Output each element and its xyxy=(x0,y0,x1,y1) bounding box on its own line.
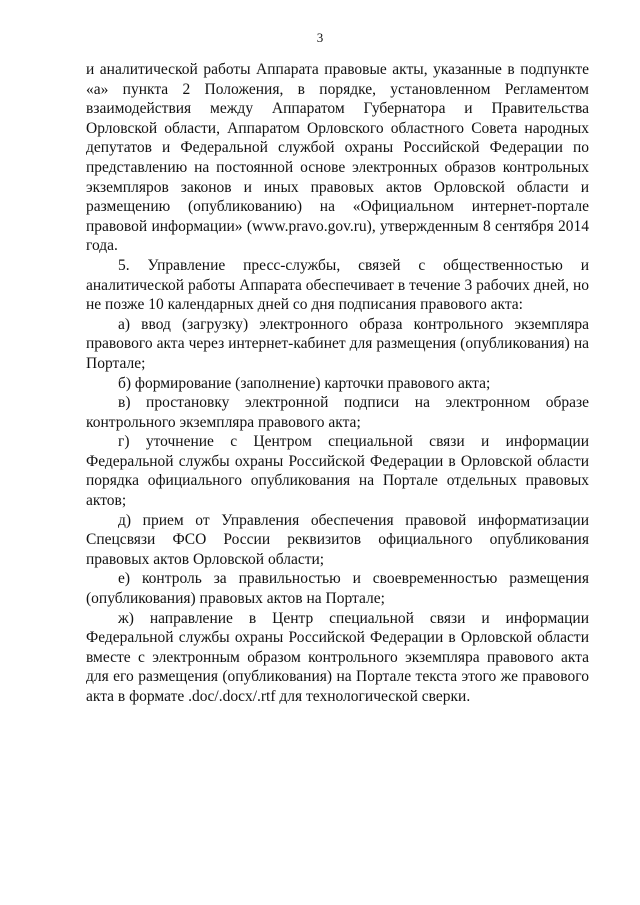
list-item-g: г) уточнение с Центром специальной связи и информации Федеральной службы охраны Российской Федерации в Орловской области порядка официального опубликования на Портале отдельных правовых актов; xyxy=(86,433,589,510)
list-item-b: б) формирование (заполнение) карточки правового акта; xyxy=(118,374,491,392)
list-item-v: в) простановку электронной подписи на электронном образе контрольного экземпляра правового акта; xyxy=(86,394,589,431)
list-item-d: д) прием от Управления обеспечения правовой информатизации Спецсвязи ФСО России реквизитов официального опубликования правовых актов Орловской области; xyxy=(86,511,589,568)
page-number: 3 xyxy=(316,30,324,45)
paragraph-continuation: и аналитической работы Аппарата правовые акты, указанные в подпункте «а» пункта 2 Положения, в порядке, установленном Регламентом взаимодействия между Аппаратом Губернатора и Правительства Орловской области, Аппаратом Орловского областного Совета народных депутатов и Федеральной службой охраны Российской Федерации по представлению на постоянной основе электронных образов контрольных экземпляров законов и иных правовых актов Орловской области и размещению (опубликованию) на «Официальном интернет-портале правовой информации» (www.pravo.gov.ru), утвержденным 8 сентября 2014 года. xyxy=(86,61,589,255)
list-item-zh: ж) направление в Центр специальной связи и информации Федеральной службы охраны Российской Федерации в Орловской области вместе с электронным образом контрольного экземпляра правового акта для его размещения (опубликования) на Портале текста этого же правового акта в формате .doc/.docx/.rtf для технологической сверки. xyxy=(86,609,589,705)
paragraph-item-5: 5. Управление пресс-службы, связей с общественностью и аналитической работы Аппарата обеспечивает в течение 3 рабочих дней, но не позже 10 календарных дней со дня подписания правового акта: xyxy=(86,256,589,314)
document-body xyxy=(86,60,589,707)
list-item-a: а) ввод (загрузку) электронного образа контрольного экземпляра правового акта через интернет-кабинет для размещения (опубликования) на Портале; xyxy=(86,315,589,372)
list-item-e: е) контроль за правильностью и своевременностью размещения (опубликования) правовых актов на Портале; xyxy=(86,570,589,608)
